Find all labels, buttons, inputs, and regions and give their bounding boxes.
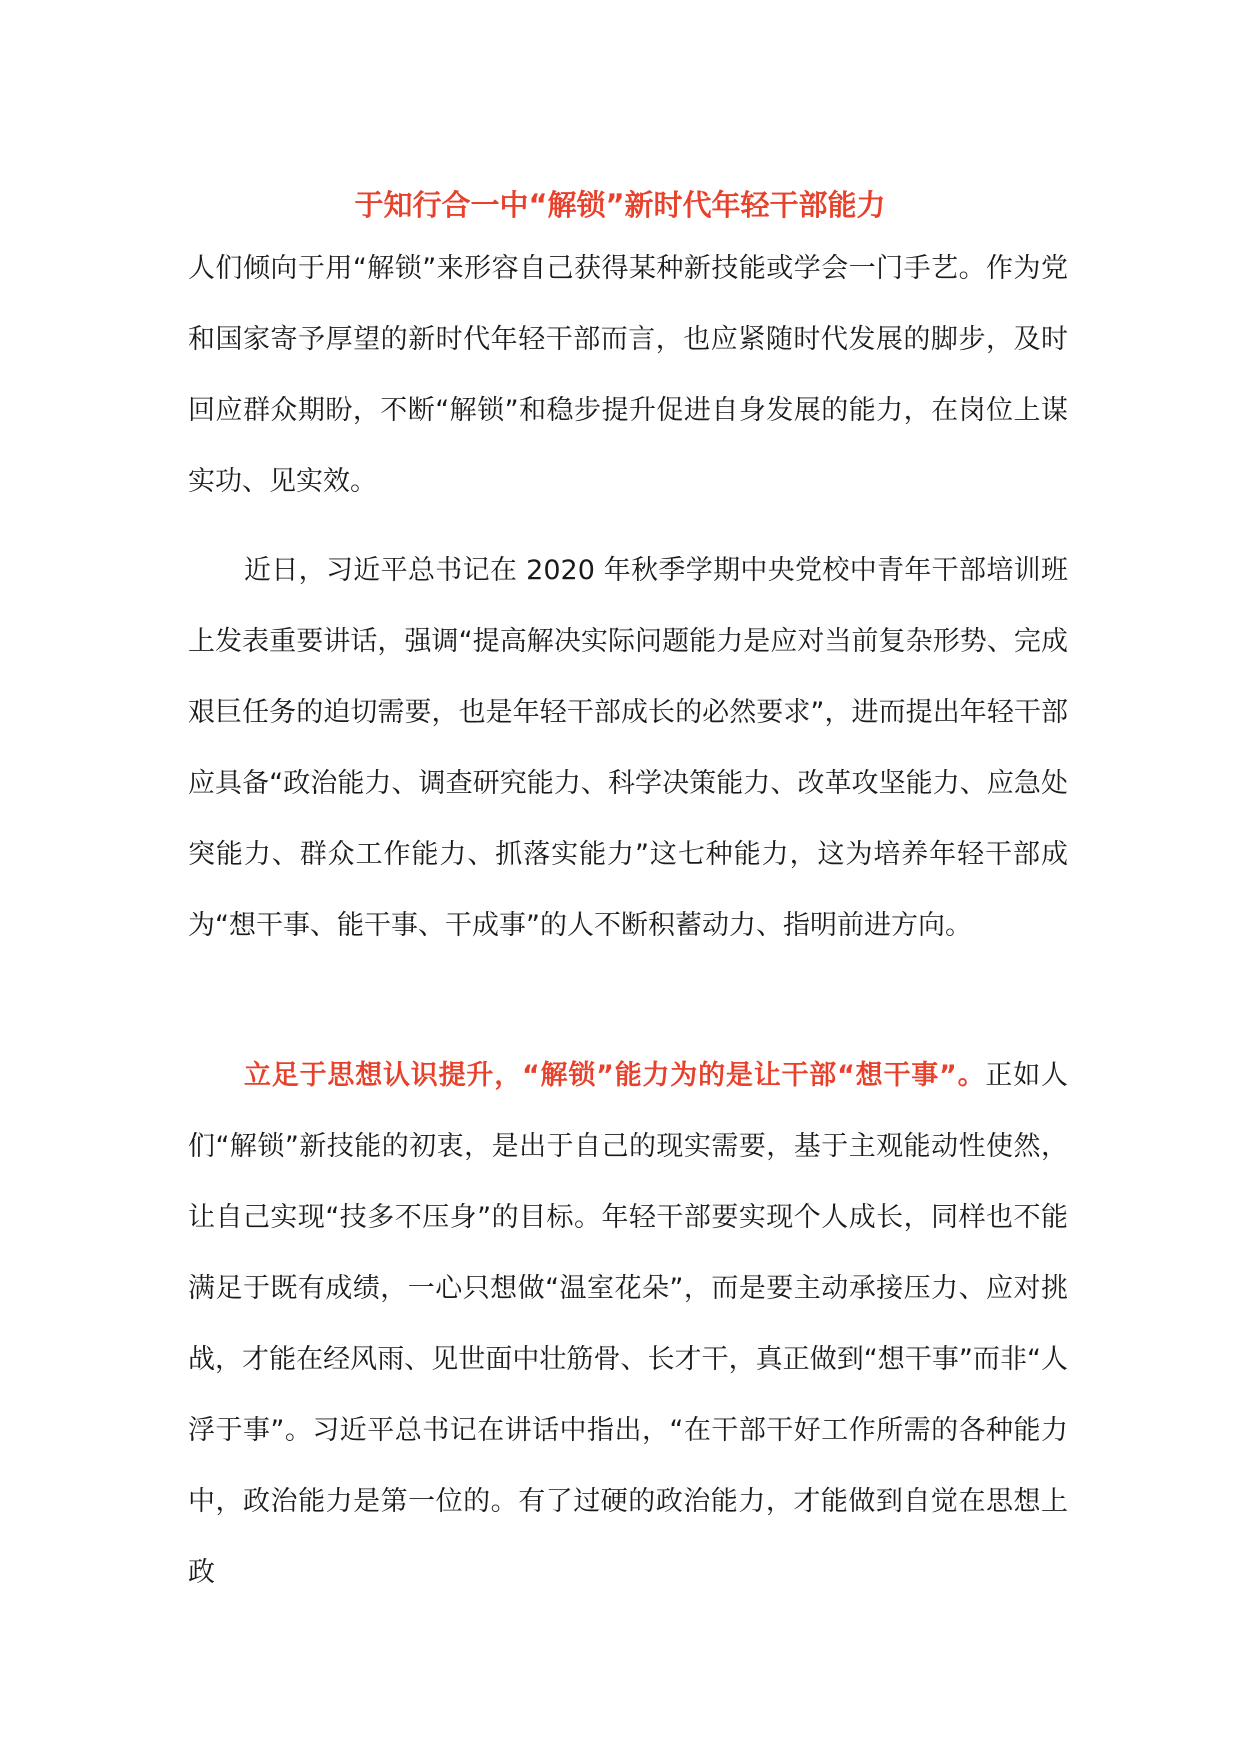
section-body: 正如人们“解锁”新技能的初衷，是出于自己的现实需要，基于主观能动性使然，让自己实现“技多不压身”的目标。年轻干部要实现个人成长，同样也不能满足于既有成绩，一心只想做“温室花朵”，而是要主动承接压力、应对挑战，才能在经风雨、见世面中壮筋骨、长才干，真正做到“想干事”而非“人浮于事”。习近平总书记在讲话中指出，“在干部干好工作所需的各种能力中，政治能力是第一位的。有了过硬的政治能力，才能做到自觉在思想上政 bbox=[188, 1060, 1069, 1588]
paragraph-speech: 近日，习近平总书记在 2020 年秋季学期中央党校中青年干部培训班上发表重要讲话，强调“提高解决实际问题能力是应对当前复杂形势、完成艰巨任务的迫切需要，也是年轻干部成长的必然要求”，进而提出年轻干部应具备“政治能力、调查研究能力、科学决策能力、改革攻坚能力、应急处突能力、群众工作能力、抓落实能力”这七种能力，这为培养年轻干部成为“想干事、能干事、干成事”的人不断积蓄动力、指明前进方向。 bbox=[188, 555, 1068, 941]
paragraph-section-one bbox=[188, 1040, 1068, 1608]
document-title: 于知行合一中“解锁”新时代年轻干部能力 bbox=[354, 188, 886, 222]
section-heading: 立足于思想认识提升，“解锁”能力为的是让干部“想干事”。 bbox=[244, 1060, 986, 1091]
paragraph-intro: 人们倾向于用“解锁”来形容自己获得某种新技能或学会一门手艺。作为党和国家寄予厚望的新时代年轻干部而言，也应紧随时代发展的脚步，及时回应群众期盼，不断“解锁”和稳步提升促进自身发展的能力，在岗位上谋实功、见实效。 bbox=[188, 253, 1068, 497]
